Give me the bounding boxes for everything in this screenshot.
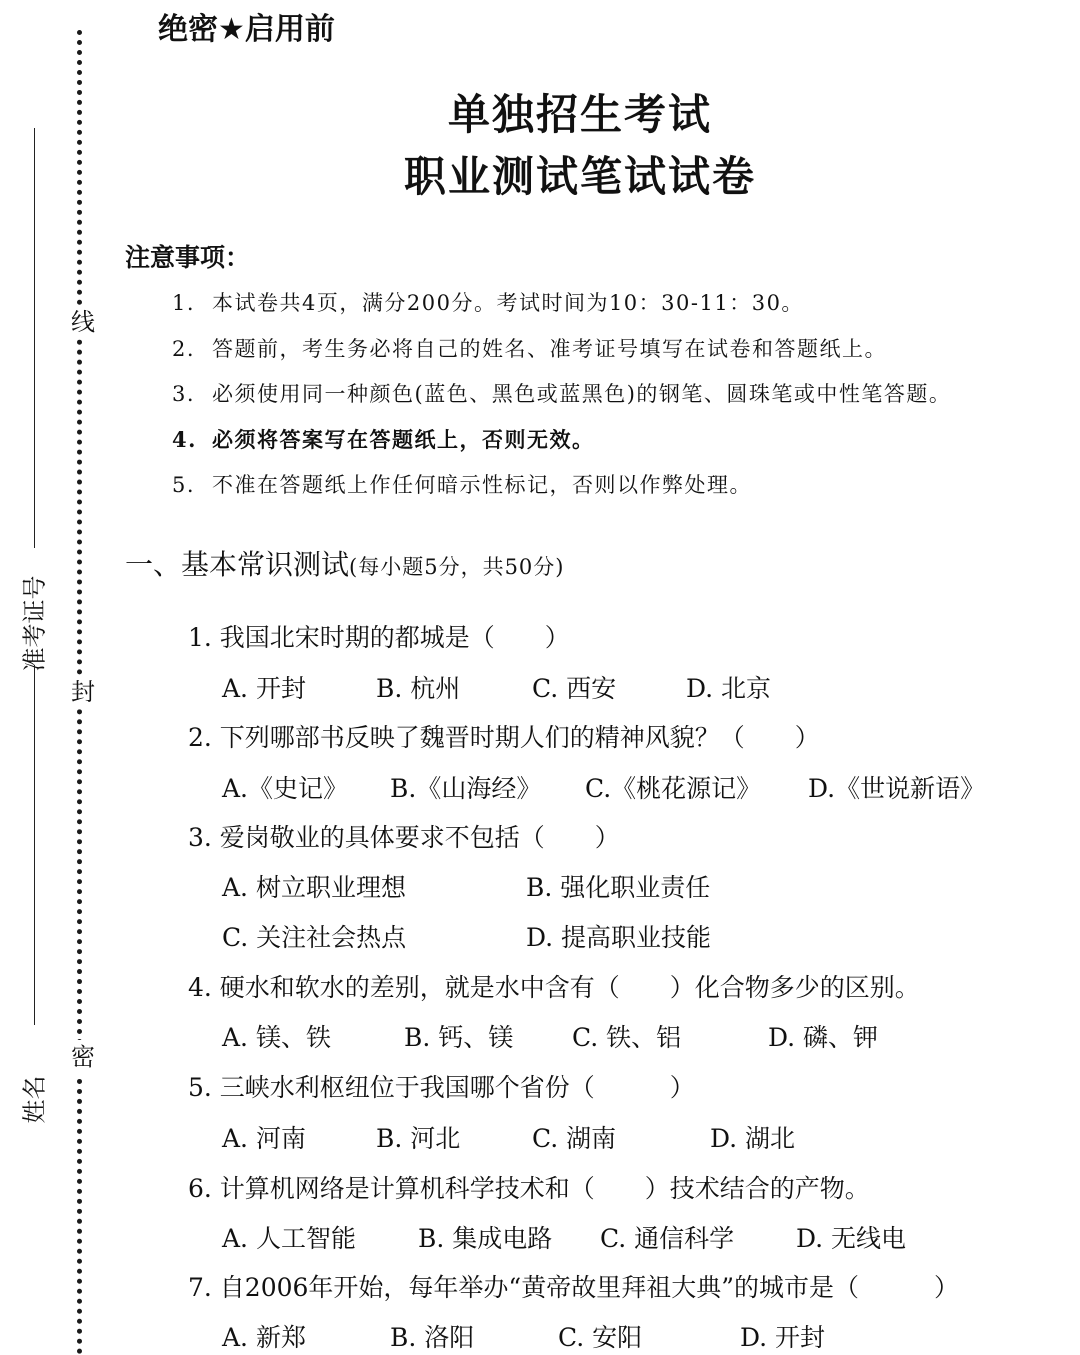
question-7-option-a: A. 新郑 <box>222 1323 306 1352</box>
question-5-option-d: D. 湖北 <box>710 1124 796 1153</box>
question-6-option-b: B. 集成电路 <box>418 1224 553 1253</box>
confidential-mark: 绝密★启用前 <box>158 12 335 47</box>
question-5-option-a: A. 河南 <box>222 1124 306 1153</box>
question-1-stem: 1. 我国北宋时期的都城是（ ） <box>188 623 570 652</box>
question-2-option-a: A.《史记》 <box>222 774 349 803</box>
question-7-option-d: D. 开封 <box>740 1323 826 1352</box>
name-fill-line <box>34 665 35 1025</box>
question-3-option-c: C. 关注社会热点 <box>222 923 407 952</box>
question-7-option-c: C. 安阳 <box>558 1323 643 1352</box>
seal-char-mi: 密 <box>66 1040 100 1074</box>
question-2-stem: 2. 下列哪部书反映了魏晋时期人们的精神风貌？（ ） <box>188 723 820 752</box>
question-2-option-d: D.《世说新语》 <box>808 774 986 803</box>
notice-heading: 注意事项： <box>125 243 251 272</box>
question-3-option-b: B. 强化职业责任 <box>526 873 711 902</box>
notice-item-5: 5. 不准在答题纸上作任何暗示性标记，否则以作弊处理。 <box>172 473 752 497</box>
question-4-option-c: C. 铁、铝 <box>572 1023 682 1052</box>
question-3-option-d: D. 提高职业技能 <box>526 923 712 952</box>
exam-title-line2: 职业测试笔试试卷 <box>403 152 756 201</box>
exam-id-fill-line-upper <box>34 128 35 548</box>
section-heading: 一、基本常识测试(每小题5分，共50分) <box>125 548 565 581</box>
question-6-stem: 6. 计算机网络是计算机科学技术和（ ）技术结合的产物。 <box>188 1174 870 1203</box>
exam-title-line1: 单独招生考试 <box>447 90 712 139</box>
question-4-option-b: B. 钙、镁 <box>404 1023 514 1052</box>
seal-char-xian: 线 <box>66 305 100 339</box>
question-4-option-a: A. 镁、铁 <box>222 1023 331 1052</box>
question-1-option-d: D. 北京 <box>686 674 772 703</box>
question-5-option-b: B. 河北 <box>376 1124 461 1153</box>
question-1-option-a: A. 开封 <box>222 674 306 703</box>
question-4-stem: 4. 硬水和软水的差别，就是水中含有（ ）化合物多少的区别。 <box>188 973 920 1002</box>
question-5-stem: 5. 三峡水利枢纽位于我国哪个省份（ ） <box>188 1073 695 1102</box>
notice-item-2: 2. 答题前，考生务必将自己的姓名、准考证号填写在试卷和答题纸上。 <box>172 337 887 361</box>
question-5-option-c: C. 湖南 <box>532 1124 617 1153</box>
question-3-option-a: A. 树立职业理想 <box>222 873 406 902</box>
question-2-option-b: B.《山海经》 <box>390 774 542 803</box>
question-4-option-d: D. 磷、钾 <box>768 1023 879 1052</box>
question-1-option-c: C. 西安 <box>532 674 617 703</box>
question-7-stem: 7. 自2006年开始，每年举办“黄帝故里拜祖大典”的城市是（ ） <box>188 1273 959 1302</box>
notice-item-4: 4. 必须将答案写在答题纸上，否则无效。 <box>172 427 595 452</box>
question-2-option-c: C.《桃花源记》 <box>585 774 762 803</box>
notice-item-3: 3. 必须使用同一种颜色(蓝色、黑色或蓝黑色)的钢笔、圆珠笔或中性笔答题。 <box>172 382 952 406</box>
question-6-option-a: A. 人工智能 <box>222 1224 356 1253</box>
question-1-option-b: B. 杭州 <box>376 674 461 703</box>
question-3-stem: 3. 爱岗敬业的具体要求不包括（ ） <box>188 823 620 852</box>
question-6-option-d: D. 无线电 <box>796 1224 907 1253</box>
notice-item-1: 1. 本试卷共4页，满分200分。考试时间为10：30-11：30。 <box>172 291 804 315</box>
exam-id-label: 准考证号 <box>20 575 49 672</box>
name-label: 姓名 <box>20 1075 49 1124</box>
question-7-option-b: B. 洛阳 <box>390 1323 475 1352</box>
seal-char-feng: 封 <box>66 675 100 709</box>
question-6-option-c: C. 通信科学 <box>600 1224 735 1253</box>
